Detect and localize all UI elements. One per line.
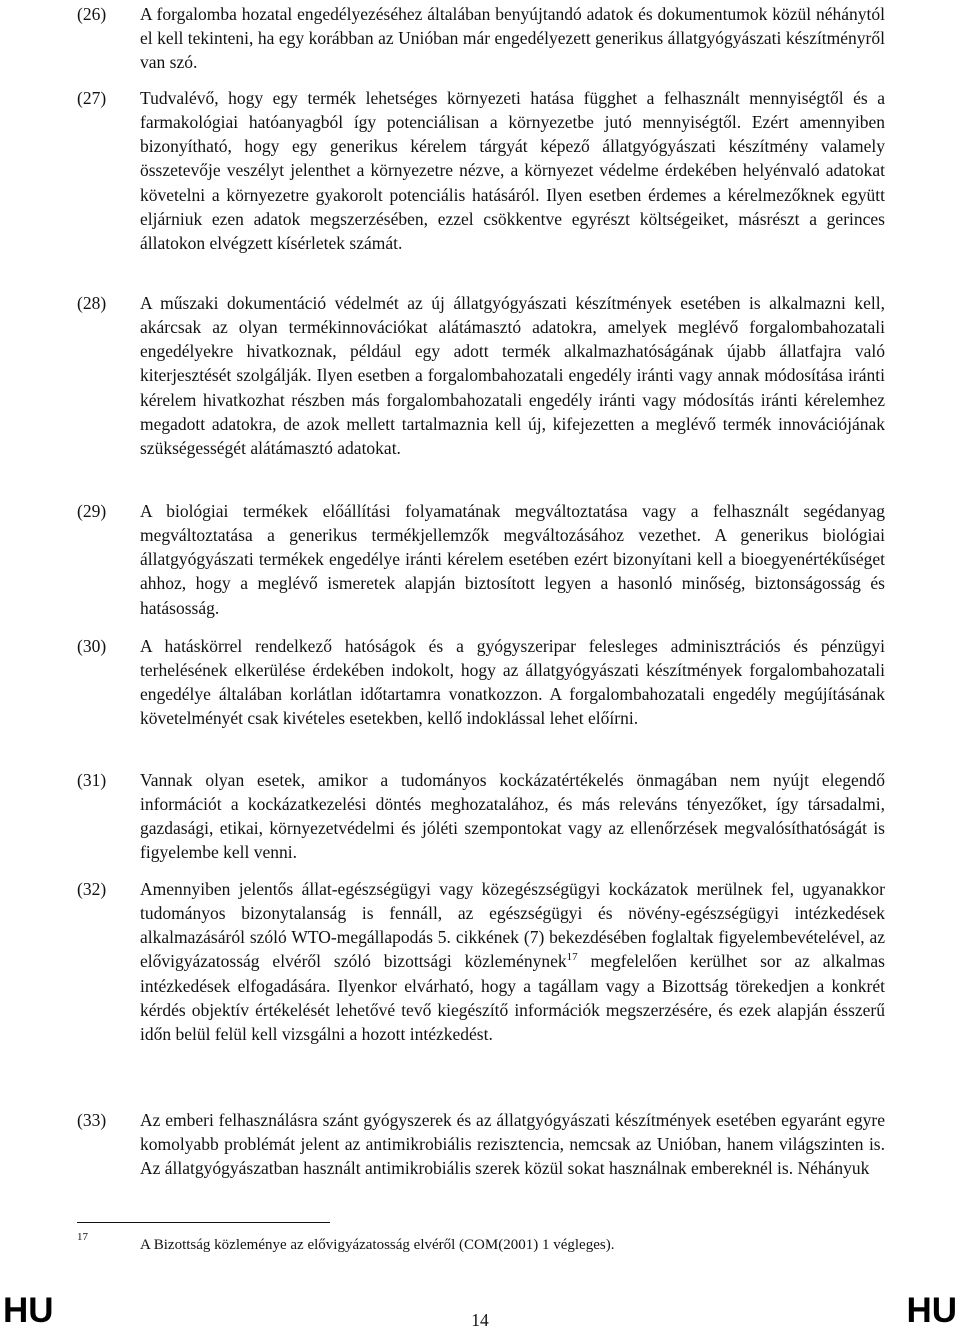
recital-text xyxy=(140,877,885,1046)
recital-number: (31) xyxy=(77,770,107,790)
recital-text-part: megfelelően kerülhet sor az alkalmas intézkedések elfogadására. Ilyenkor elvárható, hogy a tagállam vagy a Bizottság törekedjen a konkrét kérdés objektív értékelését lehetővé tevő kiegészítő információk megszerzésére, és ezek alapján ésszerű időn belül felül kell vizsgálni a hozott intézkedést. xyxy=(140,951,885,1044)
footnote-separator xyxy=(77,1222,330,1223)
recital-number: (28) xyxy=(77,293,107,313)
recital-text: Vannak olyan esetek, amikor a tudományos kockázatértékelés önmagában nem nyújt elegendő információt a kockázatkezelési döntés meghozatalához, és más releváns tényezőket, így társadalmi, gazdasági, etikai, környezetvédelmi és jóléti szempontokat vagy az ellenőrzések megvalósíthatóságát is figyelembe kell venni. xyxy=(140,770,885,863)
footnote-reference[interactable]: 17 xyxy=(566,951,578,964)
recital-text: Az emberi felhasználásra szánt gyógyszerek és az állatgyógyászati készítmények esetében egyaránt egyre komolyabb problémát jelent az antimikrobiális rezisztencia, nemcsak az Unióban, hanem világszinten is. Az állatgyógyászatban használt antimikrobiális szerek közül sokat használnak embereknél is. Néhányuk xyxy=(140,1110,885,1179)
language-code-left: HU xyxy=(3,1291,54,1330)
footnote-text: A Bizottság közleménye az elővigyázatosság elvéről (COM(2001) 1 végleges). xyxy=(140,1237,615,1253)
recital-number: (32) xyxy=(77,879,107,899)
recital-number: (29) xyxy=(77,501,107,521)
page-number: 14 xyxy=(471,1310,489,1330)
language-code-right: HU xyxy=(906,1291,957,1330)
recital-number: (30) xyxy=(77,636,107,656)
recital-text: A műszaki dokumentáció védelmét az új állatgyógyászati készítmények esetében is alkalmazni kell, akárcsak az olyan termékinnovációkat alátámasztó adatokra, amelyek meglévő forgalombahozatali engedélyekre hivatkoznak, például egy adott termék alkalmazhatóságának újabb állatfajra való kiterjesztését szolgálják. Ilyen esetben a forgalombahozatali engedély iránti vagy annak módosítása iránti kérelem hivatkozhat részben más forgalombahozatali engedély iránti vagy módosítás iránti kérelemhez megadott adatokra, de azok mellett tartalmaznia kell új, kifejezetten a meglévő termék innovációjának szükségességét alátámasztó adatokat. xyxy=(140,293,885,458)
recital-text: Tudvalévő, hogy egy termék lehetséges környezeti hatása függhet a felhasznált mennyiségtől és a farmakológiai hatóanyagból így potenciálisan a környezetbe jutó mennyiségtől. Ezért amennyiben bizonyítható, hogy egy generikus kérelem tárgyát képező állatgyógyászati készítmény valamely összetevője veszélyt jelenthet a környezetre nézve, a környezet védelme érdekében helyénvaló adatokat követelni a környezetre gyakorolt potenciális hatásáról. Ilyen esetben érdemes a kérelmezőknek együtt eljárniuk ezen adatok megszerzésében, ezzel csökkentve egyrészt költségeiket, másrészt a gerinces állatokon elvégzett kísérletek számát. xyxy=(140,88,885,253)
recital-text: A hatáskörrel rendelkező hatóságok és a gyógyszeripar felesleges adminisztrációs és pénzügyi terhelésének elkerülése érdekében indokolt, hogy az állatgyógyászati készítmények forgalombahozatali engedélye általában korlátlan időtartamra vonatkozzon. A forgalombahozatali engedély megújításának követelményét csak kivételes esetekben, kellő indoklással lehet előírni. xyxy=(140,636,885,729)
recital-number: (33) xyxy=(77,1110,107,1130)
recital-text-part: Amennyiben jelentős állat-egészségügyi vagy közegészségügyi kockázatok merülnek fel, ugyanakkor tudományos bizonytalanság is fennáll, az egészségügyi és növény-egészségügyi intézkedések alkalmazásáról szóló WTO-megállapodás 5. cikkének (7) bekezdésében foglaltak figyelembevételével, az elővigyázatosság elvéről szóló bizottsági közleménynek xyxy=(140,879,885,972)
footnote-mark: 17 xyxy=(77,1231,88,1243)
recital-text: A forgalomba hozatal engedélyezéséhez általában benyújtandó adatok és dokumentumok közül néhánytól el kell tekinteni, ha egy korábban az Unióban már engedélyezett generikus állatgyógyászati készítményről van szó. xyxy=(140,4,885,73)
recital-text: A biológiai termékek előállítási folyamatának megváltoztatása vagy a felhasznált segédanyag megváltoztatása a generikus termékjellemzők megváltozásához vezethet. A generikus biológiai állatgyógyászati termékek engedélye iránti kérelem esetében ezért bizonyítani kell a bioegyenértékűséget ahhoz, hogy a meglévő ismeretek alapján biztosított legyen a hasonló minőség, biztonságosság és hatásosság. xyxy=(140,501,885,618)
recital-number: (26) xyxy=(77,4,107,24)
recital-number: (27) xyxy=(77,88,107,108)
